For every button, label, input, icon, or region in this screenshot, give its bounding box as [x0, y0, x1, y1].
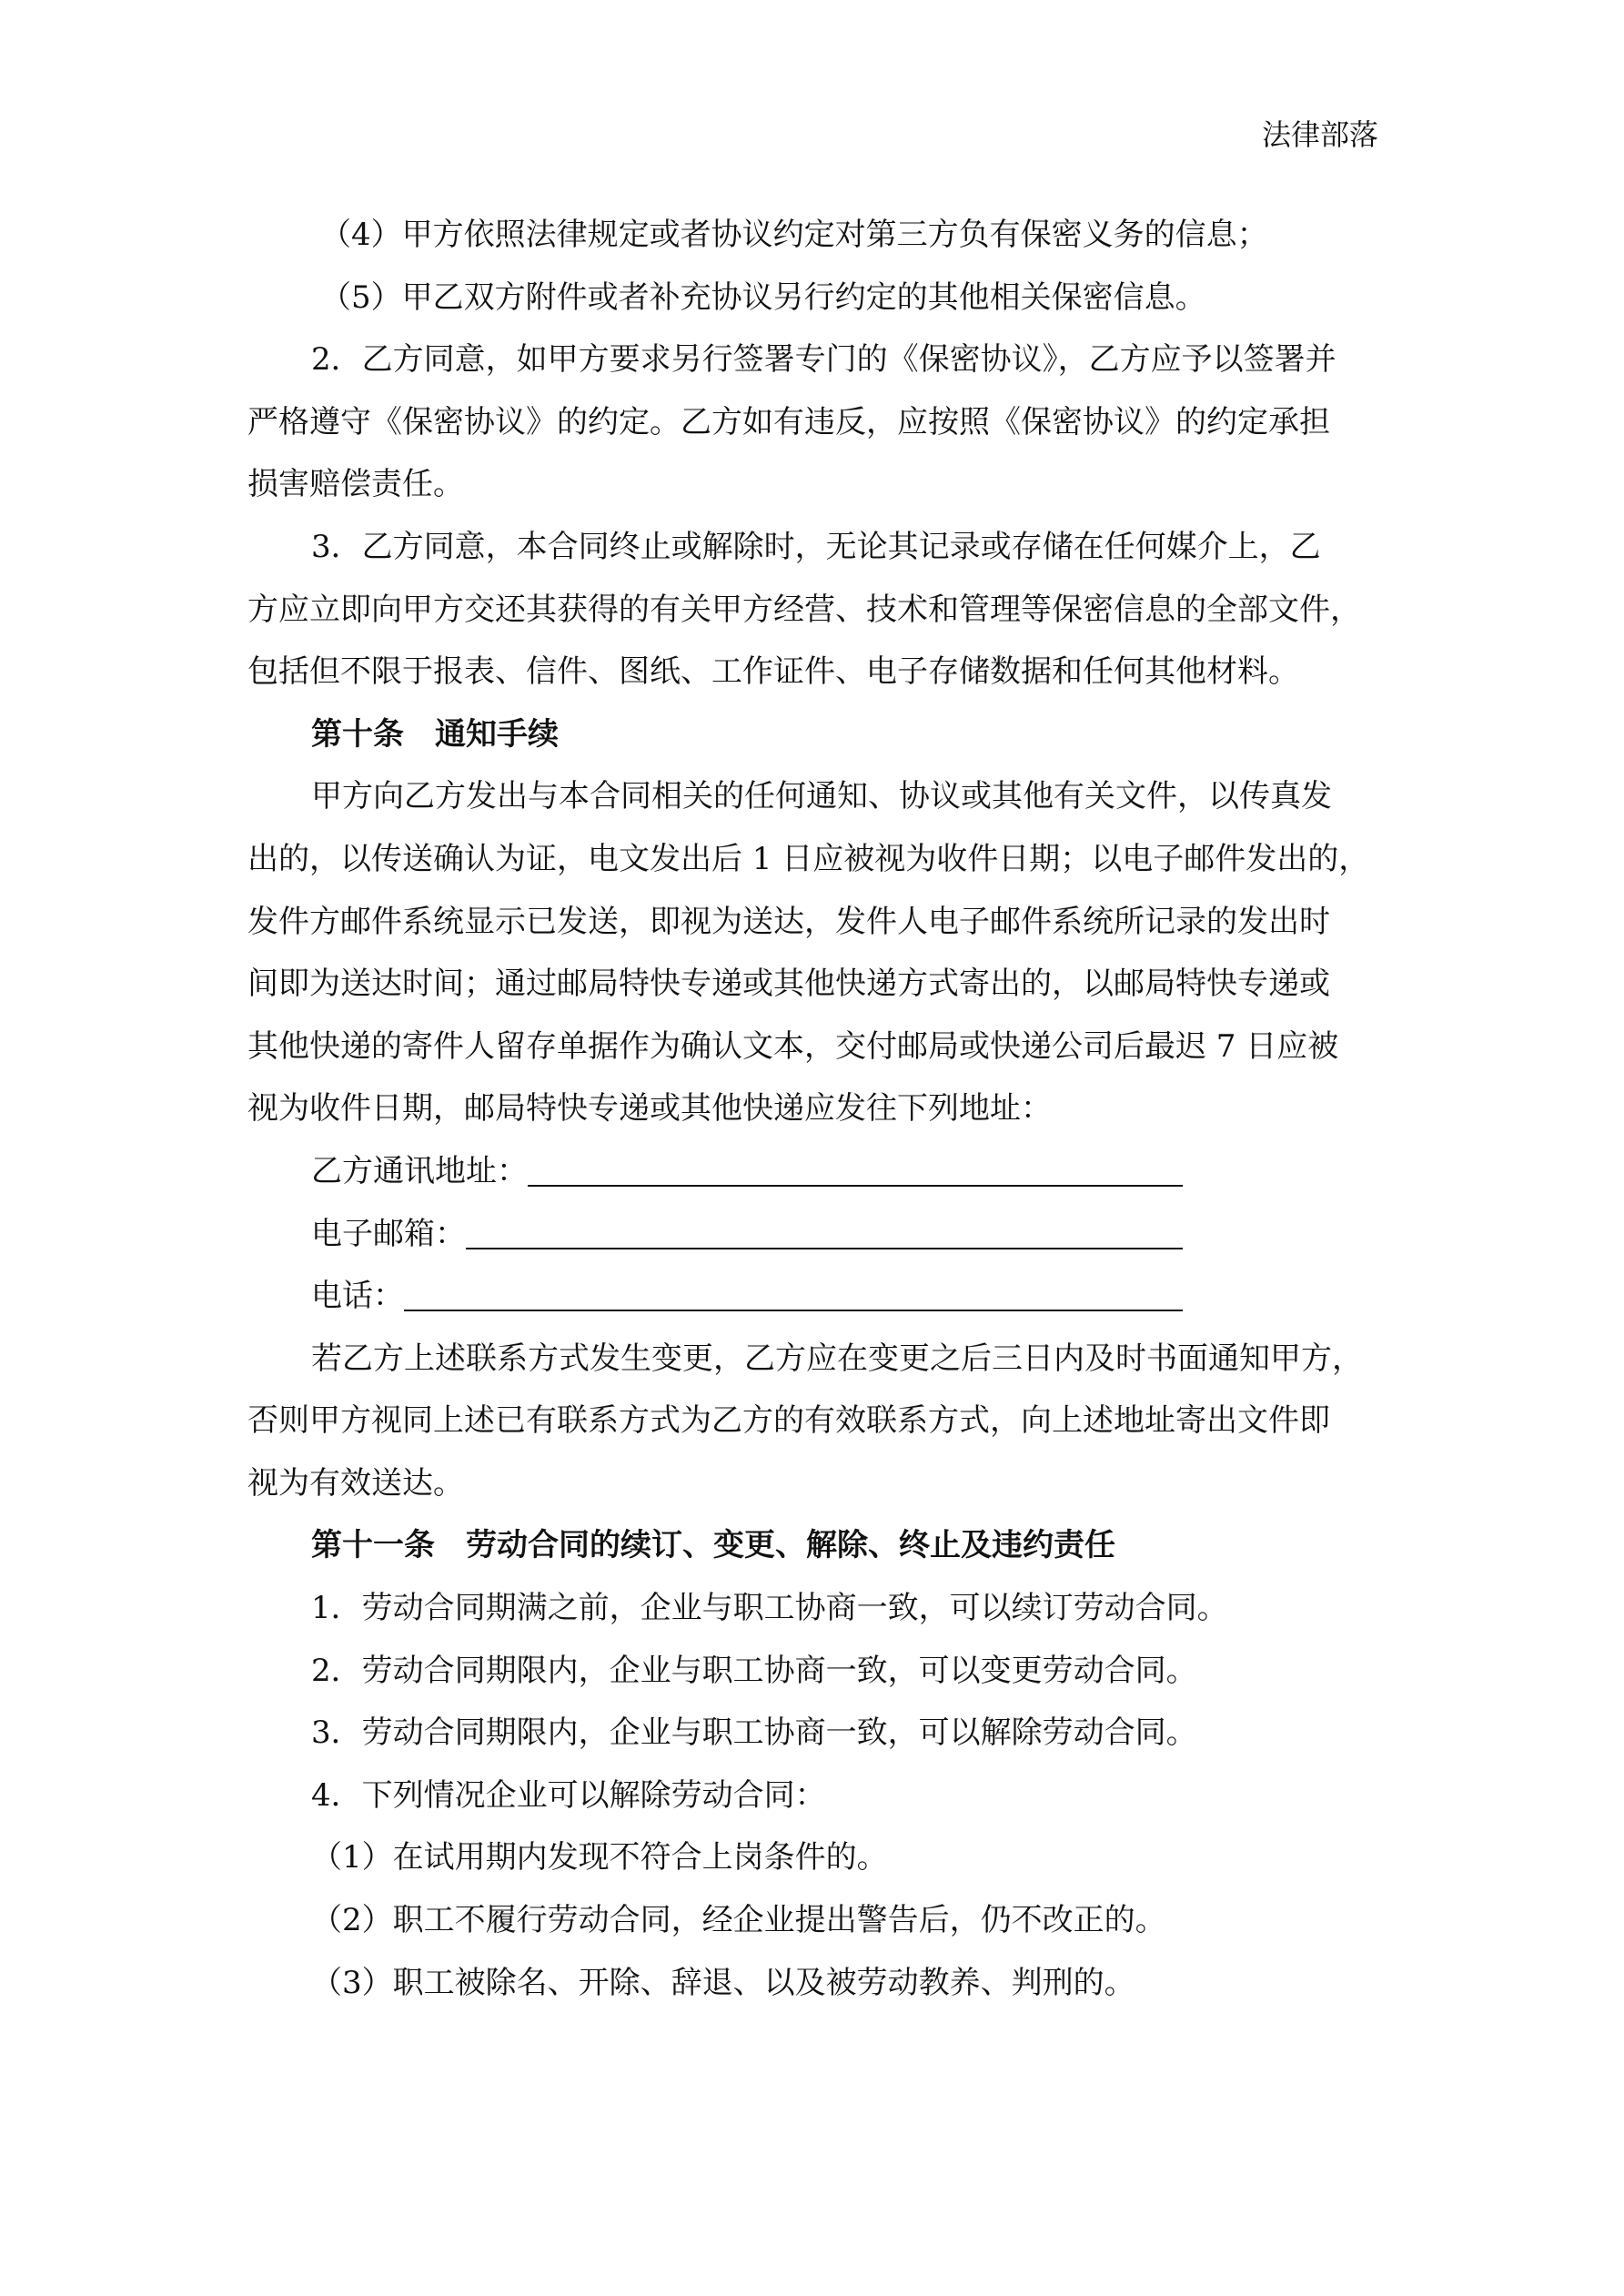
email-label: 电子邮箱： — [311, 1215, 466, 1252]
email-field — [247, 1203, 1376, 1266]
paragraph-line: 间即为送达时间；通过邮局特快专递或其他快递方式寄出的，以邮局特快专递或 — [247, 966, 1330, 1003]
paragraph-line: 4．下列情况企业可以解除劳动合同： — [311, 1776, 826, 1814]
phone-blank-line[interactable] — [404, 1310, 1183, 1311]
paragraph-line: （5）甲乙双方附件或者补充协议另行约定的其他相关保密信息。 — [320, 278, 1206, 316]
paragraph-line: 1．劳动合同期满之前，企业与职工协商一致，可以续订劳动合同。 — [311, 1590, 1228, 1627]
paragraph-line: 3．乙方同意，本合同终止或解除时，无论其记录或存储在任何媒介上，乙 — [311, 528, 1321, 565]
paragraph-line: 发件方邮件系统显示已发送，即视为送达，发件人电子邮件系统所记录的发出时 — [247, 903, 1330, 940]
document-body — [247, 204, 1376, 2014]
paragraph-line: 甲方向乙方发出与本合同相关的任何通知、协议或其他有关文件，以传真发 — [311, 778, 1332, 815]
paragraph-line: 包括但不限于报表、信件、图纸、工作证件、电子存储数据和任何其他材料。 — [247, 653, 1299, 691]
paragraph-line: 否则甲方视同上述已有联系方式为乙方的有效联系方式，向上述地址寄出文件即 — [247, 1402, 1330, 1440]
paragraph-line: 2．劳动合同期限内，企业与职工协商一致，可以变更劳动合同。 — [311, 1652, 1197, 1689]
paragraph-line: 视为有效送达。 — [247, 1464, 464, 1502]
paragraph-line: 方应立即向甲方交还其获得的有关甲方经营、技术和管理等保密信息的全部文件， — [247, 591, 1361, 628]
paragraph-line: （2）职工不履行劳动合同，经企业提出警告后，仍不改正的。 — [311, 1902, 1166, 1939]
paragraph-line: 严格遵守《保密协议》的约定。乙方如有违反，应按照《保密协议》的约定承担 — [247, 403, 1330, 440]
phone-field — [247, 1265, 1376, 1328]
paragraph-line: 出的，以传送确认为证，电文发出后 1 日应被视为收件日期；以电子邮件发出的， — [247, 840, 1370, 877]
paragraph-line: 2．乙方同意，如甲方要求另行签署专门的《保密协议》，乙方应予以签署并 — [311, 341, 1337, 379]
section-heading: 第十一条 劳动合同的续订、变更、解除、终止及违约责任 — [311, 1527, 1115, 1564]
paragraph-line: 损害赔偿责任。 — [247, 466, 464, 503]
address-label: 乙方通讯地址： — [311, 1152, 528, 1189]
paragraph-line: 其他快递的寄件人留存单据作为确认文本，交付邮局或快递公司后最迟 7 日应被 — [247, 1027, 1339, 1065]
header-source: 法律部落 — [1261, 117, 1378, 152]
paragraph-line: （1）在试用期内发现不符合上岗条件的。 — [311, 1839, 888, 1876]
email-blank-line[interactable] — [466, 1248, 1183, 1249]
address-field — [247, 1140, 1376, 1203]
address-blank-line[interactable] — [528, 1185, 1183, 1187]
paragraph-line: （3）职工被除名、开除、辞退、以及被劳动教养、判刑的。 — [311, 1964, 1135, 2001]
section-heading: 第十条 通知手续 — [311, 715, 559, 753]
paragraph-line: 3．劳动合同期限内，企业与职工协商一致，可以解除劳动合同。 — [311, 1714, 1197, 1752]
paragraph-line: 若乙方上述联系方式发生变更，乙方应在变更之后三日内及时书面通知甲方， — [311, 1340, 1363, 1377]
paragraph-line: （4）甲方依照法律规定或者协议约定对第三方负有保密义务的信息； — [320, 217, 1268, 253]
phone-label: 电话： — [311, 1278, 404, 1315]
paragraph-line: 视为收件日期，邮局特快专递或其他快递应发往下列地址： — [247, 1090, 1052, 1128]
